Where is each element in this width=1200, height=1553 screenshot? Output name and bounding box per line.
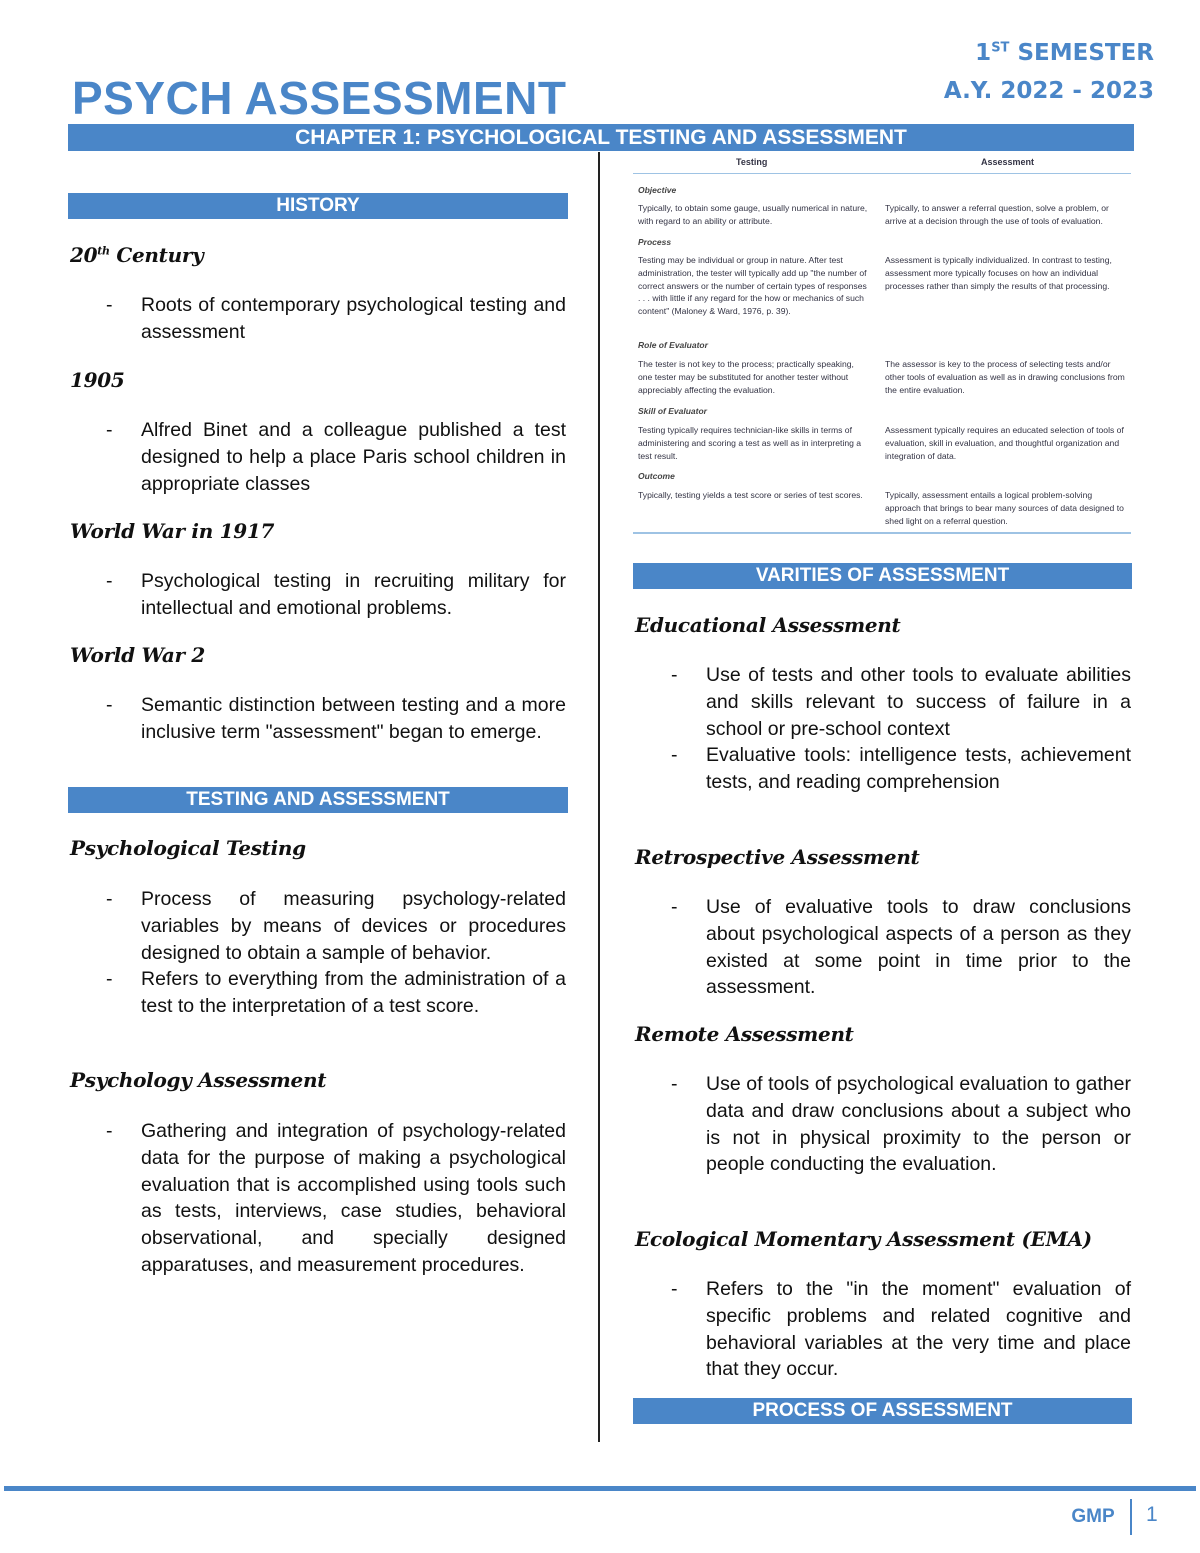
testing-vs-assessment-table bbox=[633, 152, 1131, 534]
list-item-text: Alfred Binet and a colleague published a test designed to help a place Paris school children in appropriate classes bbox=[141, 419, 566, 495]
table-cell-testing: The tester is not key to the process; practically speaking, one tester may be substituted for another tester without appreciably affecting the evaluation. bbox=[638, 359, 854, 395]
table-row-label: Process bbox=[638, 237, 672, 247]
semester-ordinal: ST bbox=[991, 40, 1010, 56]
list-item-text: Refers to everything from the administration of a test to the interpretation of a test score. bbox=[141, 968, 566, 1018]
table-cell-assessment: Typically, assessment entails a logical problem-solving approach that brings to bear many sources of data designed to shed light on a referral question. bbox=[885, 490, 1124, 526]
testing-assessment-banner: TESTING AND ASSESSMENT bbox=[68, 787, 568, 813]
list-item: - Evaluative tools: intelligence tests, achievement tests, and reading comprehension bbox=[671, 744, 1131, 794]
process-banner: PROCESS OF ASSESSMENT bbox=[633, 1398, 1132, 1424]
table-cell-testing: Testing may be individual or group in nature. After test administration, the tester will typically add up "the number of correct answers or the number of certain types of responses . . . with little if any regard for the how or mechanics of such content" (Maloney & Ward, 1976, p. 39). bbox=[638, 255, 867, 317]
list-item-text: Use of evaluative tools to draw conclusions about psychological aspects of a person as they existed at some point in time prior to the assessment. bbox=[706, 896, 1131, 999]
table-cell-testing: Testing typically requires technician-like skills in terms of administering and scoring a test as well as in interpreting a test result. bbox=[638, 425, 862, 461]
list-item: - Use of evaluative tools to draw conclusions about psychological aspects of a person as they existed at some point in time prior to the assessment. bbox=[671, 896, 1131, 999]
list-item-text: Use of tools of psychological evaluation to gather data and draw conclusions about a subject who is not in physical proximity to the person or people conducting the evaluation. bbox=[706, 1073, 1131, 1176]
list-item-text: Roots of contemporary psychological testing and assessment bbox=[141, 294, 566, 343]
column-divider bbox=[598, 152, 600, 1442]
educational-list bbox=[633, 662, 1131, 796]
list-item: - Refers to the "in the moment" evaluation of specific problems and related cognitive and behavioral variables at the very time and place that they occur. bbox=[671, 1278, 1131, 1381]
heading-ww1917: World War in 1917 bbox=[70, 519, 275, 543]
table-row-label: Skill of Evaluator bbox=[638, 406, 707, 416]
table-row-label: Outcome bbox=[638, 471, 675, 481]
heading-1905: 1905 bbox=[70, 368, 125, 392]
ww2-list bbox=[68, 692, 566, 746]
heading-ema: Ecological Momentary Assessment (EMA) bbox=[635, 1227, 1092, 1251]
table-header-assessment: Assessment bbox=[981, 157, 1035, 167]
page-number: 1 bbox=[1146, 1503, 1158, 1526]
table-cell-assessment: Assessment typically requires an educated selection of tools of evaluation, skill in evaluation, and thoughtful organization and integration of data. bbox=[885, 425, 1124, 461]
ww1917-list bbox=[68, 568, 566, 622]
heading-retrospective-assessment: Retrospective Assessment bbox=[635, 845, 920, 869]
table-row-label: Objective bbox=[638, 185, 677, 195]
semester-label bbox=[975, 40, 1154, 66]
century-number: 20 bbox=[70, 243, 98, 267]
retrospective-list bbox=[633, 894, 1131, 1001]
semester-word: SEMESTER bbox=[1017, 40, 1154, 66]
1905-list bbox=[68, 417, 566, 497]
remote-list bbox=[633, 1071, 1131, 1178]
table-cell-assessment: Typically, to answer a referral question, solve a problem, or arrive at a decision through the use of tools of evaluation. bbox=[885, 203, 1109, 226]
list-item: - Use of tests and other tools to evaluate abilities and skills relevant to success of failure in a school or pre-school context bbox=[671, 664, 1131, 740]
academic-year: A.Y. 2022 - 2023 bbox=[943, 78, 1154, 104]
heading-psychology-assessment: Psychology Assessment bbox=[70, 1068, 327, 1092]
heading-ww2: World War 2 bbox=[70, 643, 206, 667]
history-banner: HISTORY bbox=[68, 193, 568, 219]
list-item: - Gathering and integration of psychology-related data for the purpose of making a psychological evaluation that is accomplished using tools such as tests, interviews, case studies, behavioral observational, and specially designed apparatuses, and measurement procedures. bbox=[106, 1120, 566, 1276]
heading-20th-century bbox=[70, 243, 203, 267]
psych-assessment-list bbox=[68, 1118, 566, 1279]
century-ordinal: th bbox=[97, 244, 110, 258]
semester-number: 1 bbox=[975, 40, 992, 66]
list-item: - Refers to everything from the administration of a test to the interpretation of a test score. bbox=[106, 968, 566, 1018]
list-item: - Roots of contemporary psychological testing and assessment bbox=[106, 294, 566, 343]
table-cell-testing: Typically, to obtain some gauge, usually numerical in nature, with regard to an ability or attribute. bbox=[638, 203, 868, 226]
footer-rule bbox=[4, 1486, 1196, 1491]
table-top-rule bbox=[633, 173, 1131, 174]
list-item-text: Evaluative tools: intelligence tests, achievement tests, and reading comprehension bbox=[706, 744, 1131, 794]
list-item-text: Process of measuring psychology-related variables by means of devices or procedures designed to obtain a sample of behavior. bbox=[141, 888, 566, 964]
century-list bbox=[68, 292, 566, 346]
century-word: Century bbox=[109, 243, 204, 267]
table-cell-assessment: Assessment is typically individualized. In contrast to testing, assessment more typically focuses on how an individual processes rather than simply the results of that processing. bbox=[885, 255, 1112, 291]
list-item-text: Gathering and integration of psychology-related data for the purpose of making a psychological evaluation that is accomplished using tools such as tests, interviews, case studies, behavioral observational, and specially designed apparatuses, and measurement procedures. bbox=[141, 1120, 566, 1276]
table-bottom-rule bbox=[633, 532, 1131, 534]
heading-educational-assessment: Educational Assessment bbox=[635, 613, 901, 637]
footer-initials: GMP bbox=[1056, 1499, 1132, 1535]
table-header-testing: Testing bbox=[736, 157, 768, 167]
chapter-banner: CHAPTER 1: PSYCHOLOGICAL TESTING AND ASSESSMENT bbox=[68, 124, 1134, 151]
list-item: - Semantic distinction between testing and a more inclusive term "assessment" began to emerge. bbox=[106, 694, 566, 743]
table-cell-assessment: The assessor is key to the process of selecting tests and/or other tools of evaluation as well as in drawing conclusions from the entire evaluation. bbox=[885, 359, 1125, 395]
list-item: - Psychological testing in recruiting military for intellectual and emotional problems. bbox=[106, 570, 566, 619]
heading-remote-assessment: Remote Assessment bbox=[635, 1022, 854, 1046]
ema-list bbox=[633, 1276, 1131, 1383]
table-row-label: Role of Evaluator bbox=[638, 340, 708, 350]
table-cell-testing: Typically, testing yields a test score or series of test scores. bbox=[638, 490, 863, 500]
list-item: - Alfred Binet and a colleague published a test designed to help a place Paris school children in appropriate classes bbox=[106, 419, 566, 495]
list-item-text: Semantic distinction between testing and a more inclusive term "assessment" began to emerge. bbox=[141, 694, 566, 743]
list-item-text: Psychological testing in recruiting military for intellectual and emotional problems. bbox=[141, 570, 566, 619]
psych-testing-list bbox=[68, 886, 566, 1020]
list-item-text: Refers to the "in the moment" evaluation of specific problems and related cognitive and behavioral variables at the very time and place that they occur. bbox=[706, 1278, 1131, 1381]
list-item-text: Use of tests and other tools to evaluate abilities and skills relevant to success of failure in a school or pre-school context bbox=[706, 664, 1131, 740]
list-item: - Process of measuring psychology-related variables by means of devices or procedures designed to obtain a sample of behavior. bbox=[106, 888, 566, 964]
list-item: - Use of tools of psychological evaluation to gather data and draw conclusions about a subject who is not in physical proximity to the person or people conducting the evaluation. bbox=[671, 1073, 1131, 1176]
varities-banner: VARITIES OF ASSESSMENT bbox=[633, 563, 1132, 589]
page-title: PSYCH ASSESSMENT bbox=[72, 72, 567, 124]
heading-psychological-testing: Psychological Testing bbox=[70, 836, 306, 860]
